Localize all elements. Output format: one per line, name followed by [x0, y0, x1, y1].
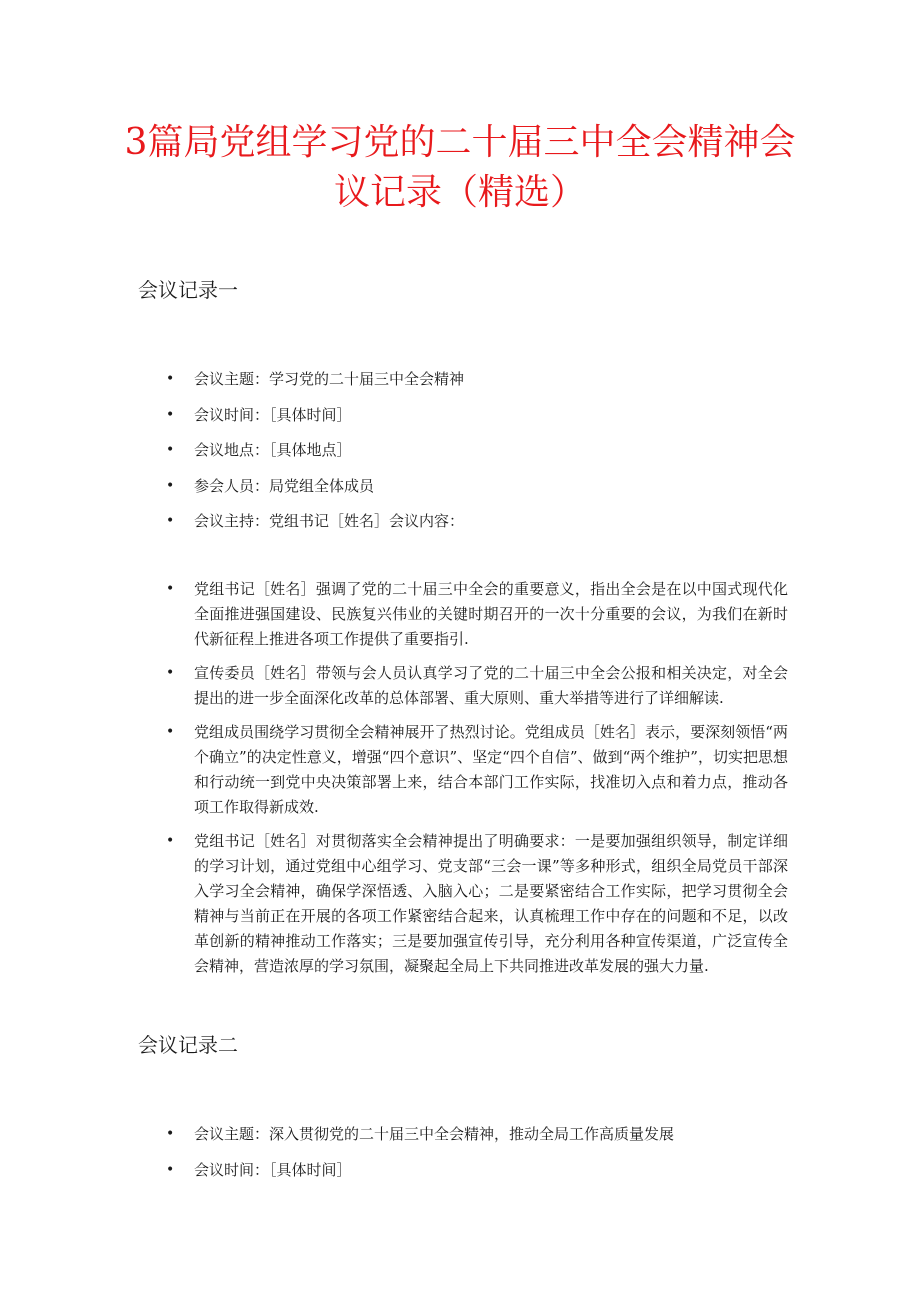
- record-1-content-list: [0, 577, 920, 988]
- list-item: • 会议主持：党组书记［姓名］会议内容：: [0, 509, 788, 534]
- document-title: [0, 118, 920, 218]
- list-item: • 会议地点：［具体地点］: [0, 438, 788, 463]
- bullet-icon: •: [166, 371, 175, 387]
- section-heading-record-1: 会议记录一: [138, 278, 238, 302]
- list-item: • 党组书记［姓名］强调了党的二十届三中全会的重要意义，指出全会是在以中国式现代化全面推进强国建设、民族复兴伟业的关键时期召开的一次十分重要的会议，为我们在新时代新征程上推进各项工作提供了重要指引.: [0, 577, 788, 652]
- list-item: • 党组书记［姓名］对贯彻落实全会精神提出了明确要求：一是要加强组织领导，制定详细的学习计划，通过党组中心组学习、党支部“三会一课”等多种形式，组织全局党员干部深入学习全会精神，确保学深悟透、入脑入心；二是要紧密结合工作实际，把学习贯彻全会精神与当前正在开展的各项工作紧密结合起来，认真梳理工作中存在的问题和不足，以改革创新的精神推动工作落实；三是要加强宣传引导，充分利用各种宣传渠道，广泛宣传全会精神，营造浓厚的学习氛围，凝聚起全局上下共同推进改革发展的强大力量.: [0, 829, 788, 979]
- list-item: • 会议时间：［具体时间］: [0, 403, 788, 428]
- list-item: • 参会人员：局党组全体成员: [0, 474, 788, 499]
- bullet-icon: •: [166, 513, 175, 529]
- list-item: • 会议主题：深入贯彻党的二十届三中全会精神，推动全局工作高质量发展: [0, 1122, 788, 1147]
- section-heading-record-2: 会议记录二: [138, 1033, 238, 1057]
- list-item: • 党组成员围绕学习贯彻全会精神展开了热烈讨论。党组成员［姓名］表示，要深刻领悟“两个确立”的决定性意义，增强“四个意识”、坚定“四个自信”、做到“两个维护”，切实把思想和行动统一到党中央决策部署上来，结合本部门工作实际，找准切入点和着力点，推动各项工作取得新成效.: [0, 720, 788, 820]
- bullet-icon: •: [166, 406, 175, 423]
- record-2-meta-list: [0, 1122, 920, 1193]
- bullet-icon: •: [166, 581, 175, 597]
- record-1-meta-list: [0, 367, 920, 545]
- bullet-icon: •: [166, 1161, 175, 1178]
- bullet-icon: •: [166, 665, 175, 681]
- bullet-icon: •: [166, 477, 175, 494]
- bullet-icon: •: [166, 833, 175, 849]
- list-item: • 宣传委员［姓名］带领与会人员认真学习了党的二十届三中全会公报和相关决定，对全会提出的进一步全面深化改革的总体部署、重大原则、重大举措等进行了详细解读.: [0, 661, 788, 711]
- bullet-icon: •: [166, 1126, 175, 1142]
- list-item: • 会议主题：学习党的二十届三中全会精神: [0, 367, 788, 392]
- bullet-icon: •: [166, 724, 175, 740]
- list-item: • 会议时间：［具体时间］: [0, 1158, 788, 1183]
- title-line-1: 3篇局党组学习党的二十届三中全会精神会: [124, 122, 796, 163]
- title-line-2: 议记录（精选）: [333, 172, 586, 213]
- bullet-icon: •: [166, 442, 175, 458]
